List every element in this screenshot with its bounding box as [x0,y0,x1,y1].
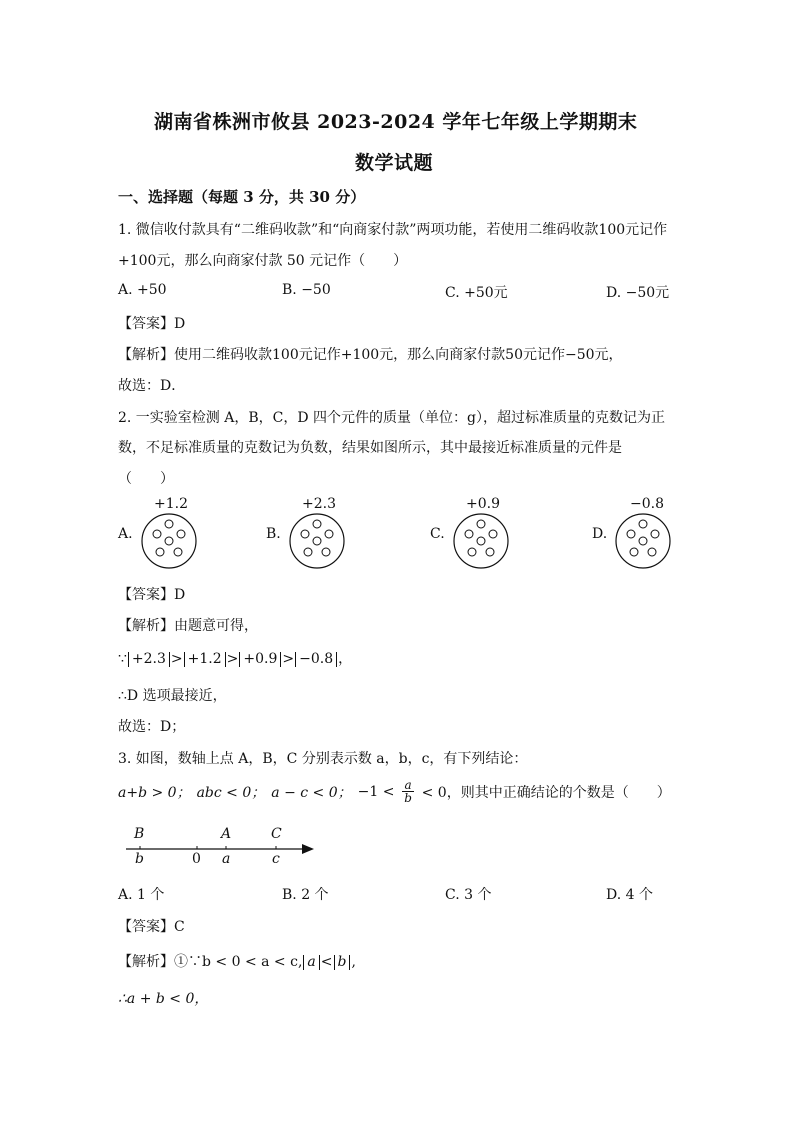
component-circle-icon [140,512,198,570]
q2-inequality [118,648,352,668]
q3-conclusion-1: a+b > 0； [118,784,191,801]
comma: ， [338,651,353,667]
q3-option-a: A. 1 个 [118,887,165,903]
q2-option-d-figure [592,496,682,571]
q1-option-b: B. −50 [282,282,331,298]
number-line-figure [118,822,328,872]
q3-conclusion-4-post: < 0，则其中正确结论的个数是（ ） [421,784,671,801]
value-label-b: b [135,851,144,867]
q3-option-c: C. 3 个 [445,887,492,903]
value-label-c: c [272,851,280,867]
q1-option-a: A. +50 [118,282,167,298]
component-circle-icon [288,512,346,570]
q1-text-line2: +100元，那么向商家付款 50 元记作（ ） [118,253,408,269]
q1-answer: 【答案】D [118,316,186,332]
q3-answer: 【答案】C [118,919,185,935]
abs-value: +2.3 [128,652,170,667]
q1-analysis: 【解析】使用二维码收款100元记作+100元，那么向商家付款50元记作−50元， [118,347,623,363]
point-label-c: C [271,826,282,842]
page-title: 湖南省株洲市攸县 2023-2024 学年七年级上学期期末 [154,111,638,133]
component-circle-icon [614,512,672,570]
page-subtitle: 数学试题 [355,152,434,174]
because-symbol: ∵ [118,651,127,667]
q2-option-c-figure [430,496,520,571]
q2-option-a-figure [118,496,208,571]
q1-option-c: C. +50元 [445,285,508,301]
q2-answer: 【答案】D [118,587,186,603]
q2-option-b-letter: B. [266,526,281,542]
abs-value: −0.8 [295,652,337,667]
q2-text-line2: 数，不足标准质量的克数记为负数，结果如图所示，其中最接近标准质量的元件是 [118,440,622,456]
q3-conclusions [118,779,671,804]
point-label-a: A [221,826,232,842]
q2-option-d-value: −0.8 [630,496,664,512]
q2-option-a-letter: A. [118,526,133,542]
q3-conclusion-2: abc < 0； [196,784,266,801]
q2-option-c-letter: C. [430,526,445,542]
q3-option-d: D. 4 个 [606,887,653,903]
fraction [402,779,413,804]
fraction-denominator: b [404,791,412,805]
component-circle-icon [452,512,510,570]
q2-therefore: ∴D 选项最接近， [118,688,227,704]
q2-option-a-value: +1.2 [154,496,188,512]
q3-therefore: ∴a + b < 0， [118,991,209,1007]
q1-conclusion: 故选：D． [118,378,186,394]
abs-value: +0.9 [239,652,281,667]
q3-analysis [118,951,356,971]
fraction-numerator: a [404,778,412,792]
point-label-b: B [134,826,145,842]
q2-conclusion: 故选：D； [118,719,186,735]
section-heading: 一、选择题（每题 3 分，共 30 分） [118,188,366,206]
q3-option-b: B. 2 个 [282,887,329,903]
q3-analysis-post: , [351,954,356,970]
q2-text-line3: （ ） [118,471,174,487]
q3-text-line1: 3. 如图，数轴上点 A，B，C 分别表示数 a，b，c，有下列结论： [118,751,528,767]
abs-value: b [334,955,351,970]
gt-symbol: > [282,651,295,667]
lt-symbol: < [320,954,333,970]
q2-analysis: 【解析】由题意可得， [118,618,258,634]
abs-value: +1.2 [184,652,226,667]
abs-value: a [303,955,319,970]
q3-conclusion-3: a − c < 0； [271,784,352,801]
q2-option-c-value: +0.9 [466,496,500,512]
q1-option-d: D. −50元 [606,285,670,301]
value-label-zero: 0 [192,851,201,867]
q1-text-line1: 1. 微信收付款具有“二维码收款”和“向商家付款”两项功能，若使用二维码收款100元记作 [118,222,668,238]
q2-text-line1: 2. 一实验室检测 A，B，C，D 四个元件的质量（单位：g），超过标准质量的克数记为正 [118,410,666,426]
q3-analysis-pre: 【解析】①∵b < 0 < a < c, [118,954,303,970]
q2-option-b-figure [266,496,356,571]
q2-option-b-value: +2.3 [302,496,336,512]
q3-conclusion-4-pre: −1 < [357,783,395,800]
gt-symbol: > [226,651,239,667]
value-label-a: a [222,851,231,867]
gt-symbol: > [170,651,183,667]
q2-option-d-letter: D. [592,526,608,542]
